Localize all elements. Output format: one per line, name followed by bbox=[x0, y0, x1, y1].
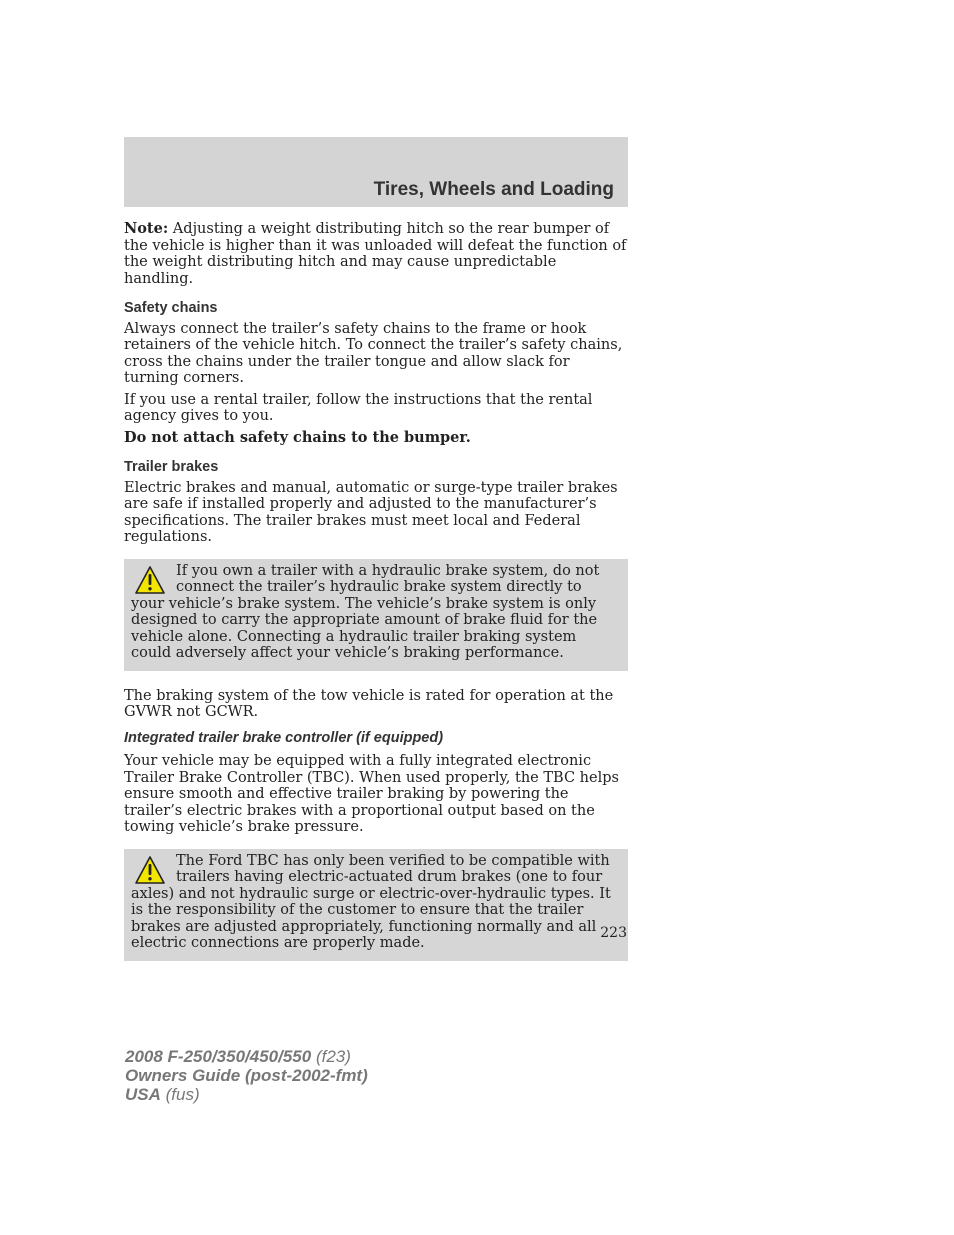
document-footer bbox=[125, 1047, 368, 1104]
note-paragraph bbox=[124, 221, 628, 287]
hydraulic-brake-warning-text: If you own a trailer with a hydraulic brake system, do not connect the trailer’s hydraulic brake system directly to your vehicle’s brake system. The vehicle’s brake system is only designed to carry the appropriate amount of brake fluid for the vehicle alone. Connecting a hydraulic trailer braking system could adversely affect your vehicle’s braking performance. bbox=[131, 562, 600, 661]
footer-market: USA bbox=[125, 1085, 161, 1104]
note-label: Note: bbox=[124, 220, 169, 237]
section-title: Tires, Wheels and Loading bbox=[373, 179, 614, 200]
safety-chains-bold-statement: Do not attach safety chains to the bumper. bbox=[124, 428, 471, 446]
warning-triangle-icon bbox=[134, 855, 166, 885]
page-number: 223 bbox=[600, 925, 627, 941]
footer-guide-title: Owners Guide (post-2002-fmt) bbox=[125, 1066, 368, 1085]
footer-line-market bbox=[125, 1085, 368, 1104]
tbc-paragraph-1: Your vehicle may be equipped with a fully integrated electronic Trailer Brake Controller (TBC). When used properly, the TBC helps ensure smooth and effective trailer braking by powering the trailer’s electric brakes with a proportional output based on the towing vehicle’s brake pressure. bbox=[124, 753, 619, 835]
note-text: Adjusting a weight distributing hitch so the rear bumper of the vehicle is higher than it was unloaded will defeat the function of the weight distributing hitch and may cause unpredictable handling. bbox=[124, 221, 627, 287]
tbc-heading: Integrated trailer brake controller (if equipped) bbox=[124, 729, 444, 746]
safety-chains-heading: Safety chains bbox=[124, 300, 218, 316]
trailer-brakes-paragraph-1: Electric brakes and manual, automatic or surge-type trailer brakes are safe if installed properly and adjusted to the manufacturer’s specifications. The trailer brakes must meet local and Federal regulations. bbox=[124, 479, 618, 545]
trailer-brakes-heading: Trailer brakes bbox=[124, 459, 219, 475]
footer-model-code: (f23) bbox=[311, 1047, 351, 1066]
safety-chains-paragraph-2: If you use a rental trailer, follow the instructions that the rental agency gives to you. bbox=[124, 391, 593, 424]
footer-model: 2008 F-250/350/450/550 bbox=[125, 1047, 312, 1066]
hydraulic-brake-warning-box bbox=[124, 559, 628, 671]
trailer-brakes-paragraph-2: The braking system of the tow vehicle is rated for operation at the GVWR not GCWR. bbox=[124, 687, 614, 720]
section-header-band bbox=[124, 137, 628, 207]
footer-line-model bbox=[125, 1047, 368, 1066]
safety-chains-paragraph-1: Always connect the trailer’s safety chains to the frame or hook retainers of the vehicle hitch. To connect the trailer’s safety chains, cross the chains under the trailer tongue and allow slack for turning corners. bbox=[124, 320, 623, 386]
tbc-warning-box bbox=[124, 849, 628, 961]
page-content bbox=[124, 221, 628, 978]
footer-market-code: (fus) bbox=[160, 1085, 200, 1104]
warning-triangle-icon bbox=[134, 565, 166, 595]
tbc-warning-text: The Ford TBC has only been verified to be compatible with trailers having electric-actuated drum brakes (one to four axles) and not hydraulic surge or electric-over-hydraulic types. It is the responsibility of the customer to ensure that the trailer brakes are adjusted appropriately, functioning normally and all electric connections are properly made. bbox=[131, 852, 611, 951]
